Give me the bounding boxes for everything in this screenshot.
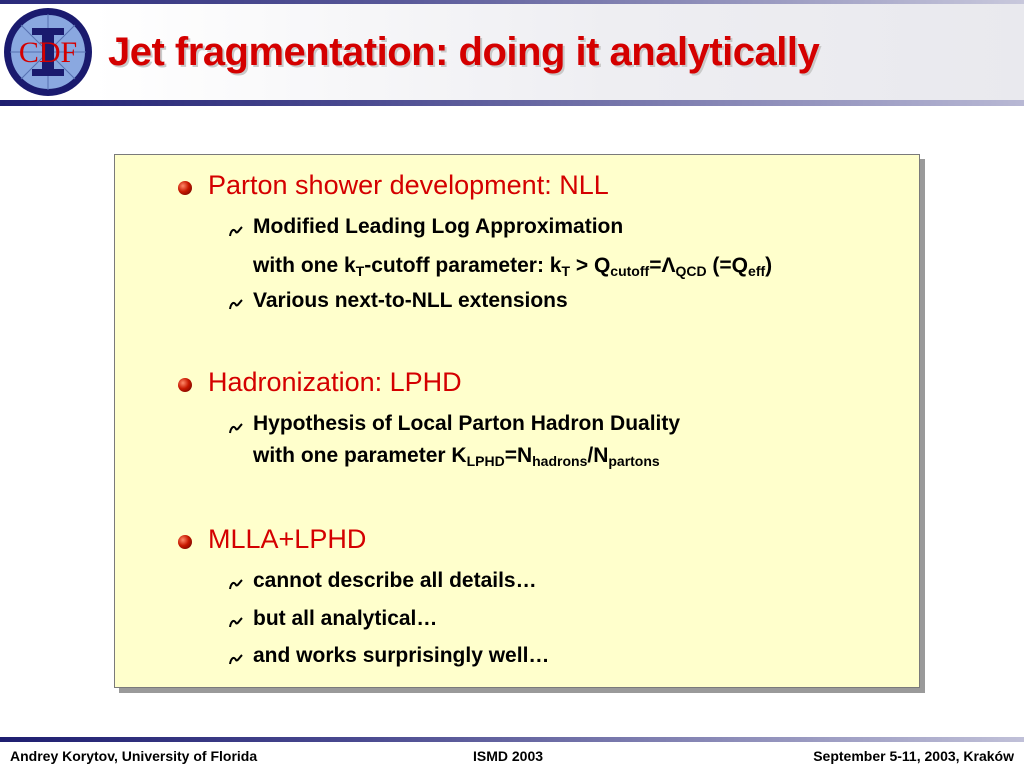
red-ball-bullet-icon	[178, 378, 192, 392]
footer-author: Andrey Korytov, University of Florida	[10, 748, 258, 764]
list-item: cannot describe all details…	[253, 569, 537, 592]
curl-arrow-icon	[228, 577, 244, 591]
section-heading: MLLA+LPHD	[208, 524, 367, 554]
section-heading: Parton shower development: NLL	[208, 170, 609, 200]
curl-arrow-icon	[228, 652, 244, 666]
list-item-continuation: with one $k_T$-cutoff parameter: $k_T > Q_{cutoff}=\Lambda_{QCD}$ $(=Q_{eff})$	[253, 254, 773, 279]
list-item: Modified Leading Log Approximation	[253, 215, 624, 238]
list-item: but all analytical…	[253, 607, 438, 630]
cdf-logo	[2, 6, 94, 98]
curl-arrow-icon	[228, 615, 244, 629]
header-bottom-rule	[0, 100, 1024, 106]
red-ball-bullet-icon	[178, 181, 192, 195]
section-heading: Hadronization: LPHD	[208, 367, 462, 397]
footer-rule	[0, 737, 1024, 742]
list-item: and works surprisingly well…	[253, 644, 550, 667]
curl-arrow-icon	[228, 224, 244, 238]
list-item: Hypothesis of Local Parton Hadron Duality	[253, 412, 681, 435]
red-ball-bullet-icon	[178, 535, 192, 549]
curl-arrow-icon	[228, 421, 244, 435]
list-item-continuation: with one parameter $K_{LPHD}=N_{hadrons}/N_{partons}$	[253, 444, 660, 469]
footer-date: September 5-11, 2003, Kraków	[813, 748, 1014, 764]
slide-title: Jet fragmentation: doing it analytically	[108, 30, 820, 74]
footer-conference: ISMD 2003	[473, 748, 544, 764]
svg-text:CDF: CDF	[18, 36, 78, 69]
header-top-rule	[0, 0, 1024, 4]
curl-arrow-icon	[228, 297, 244, 311]
list-item: Various next-to-NLL extensions	[253, 289, 568, 312]
